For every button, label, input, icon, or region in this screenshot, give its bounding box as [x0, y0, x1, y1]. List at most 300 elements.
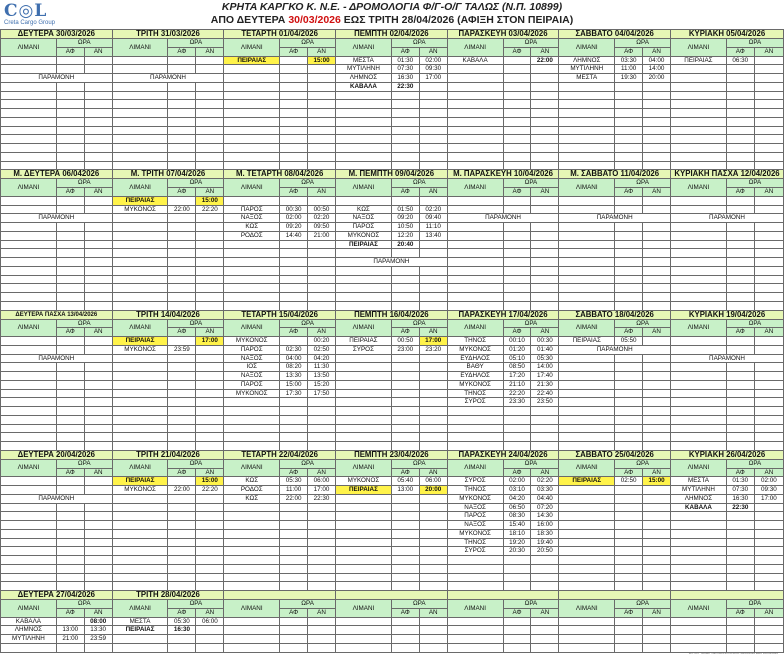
empty-cell	[419, 617, 447, 626]
empty-cell	[754, 573, 783, 582]
empty-cell	[1, 258, 57, 267]
departure-time	[503, 56, 531, 65]
empty-cell	[1, 109, 57, 118]
departure-time: 23:30	[503, 398, 531, 407]
empty-cell	[754, 564, 783, 573]
port-cell: ΠΕΙΡΑΙΑΣ	[336, 337, 392, 346]
arrival-time: 09:50	[308, 223, 336, 232]
empty-cell	[671, 345, 727, 354]
empty-cell	[419, 573, 447, 582]
empty-cell	[112, 126, 168, 135]
empty-cell	[726, 521, 754, 530]
empty-cell	[503, 74, 531, 83]
empty-cell	[84, 529, 112, 538]
empty-cell	[726, 161, 754, 170]
column-header-row	[1, 600, 784, 609]
arrival-header: ΑΝ	[754, 188, 783, 197]
empty-cell	[84, 91, 112, 100]
stay-label: ΠΑΡΑΜΟΝΗ	[559, 214, 671, 223]
schedule-row	[1, 354, 784, 363]
empty-cell	[754, 442, 783, 451]
empty-cell	[726, 626, 754, 635]
empty-cell	[726, 372, 754, 381]
empty-cell	[56, 275, 84, 284]
port-header: ΛΙΜΑΝΙ	[671, 319, 727, 337]
empty-cell	[615, 635, 643, 644]
empty-cell	[308, 100, 336, 109]
empty-cell	[336, 100, 392, 109]
time-header: ΩΡΑ	[726, 179, 783, 188]
empty-cell	[559, 556, 615, 565]
empty-cell	[447, 126, 503, 135]
empty-cell	[308, 91, 336, 100]
arrival-time: 04:40	[531, 494, 559, 503]
empty-cell	[726, 433, 754, 442]
time-header: ΩΡΑ	[168, 39, 224, 48]
arrival-time: 09:30	[754, 486, 783, 495]
departure-time: 15:40	[503, 521, 531, 530]
empty-cell	[224, 582, 280, 591]
port-cell: ΡΟΔΟΣ	[224, 231, 280, 240]
port-header: ΛΙΜΑΝΙ	[559, 179, 615, 197]
empty-cell	[1, 337, 57, 346]
port-header: ΛΙΜΑΝΙ	[112, 459, 168, 477]
empty-cell	[754, 617, 783, 626]
empty-cell	[280, 301, 308, 310]
empty-cell	[196, 293, 224, 302]
empty-cell	[419, 117, 447, 126]
empty-cell	[447, 617, 503, 626]
empty-cell	[168, 529, 196, 538]
empty-cell	[280, 293, 308, 302]
day-header: ΠΕΜΠΤΗ 02/04/2026	[336, 30, 448, 39]
departure-time	[56, 617, 84, 626]
empty-cell	[336, 109, 392, 118]
departure-header: ΑΦ	[168, 47, 196, 56]
arrival-header: ΑΝ	[754, 468, 783, 477]
port-header: ΛΙΜΑΝΙ	[112, 319, 168, 337]
empty-cell	[503, 266, 531, 275]
empty-cell	[447, 635, 503, 644]
empty-cell	[1, 135, 57, 144]
arrival-time: 15:00	[196, 196, 224, 205]
empty-cell	[754, 109, 783, 118]
empty-cell	[168, 372, 196, 381]
empty-cell	[391, 389, 419, 398]
departure-header: ΑΦ	[503, 328, 531, 337]
empty-cell	[559, 258, 615, 267]
empty-cell	[224, 152, 280, 161]
empty-cell	[419, 354, 447, 363]
empty-cell	[336, 521, 392, 530]
empty-cell	[559, 433, 615, 442]
arrival-header: ΑΝ	[308, 468, 336, 477]
empty-cell	[196, 223, 224, 232]
empty-cell	[531, 74, 559, 83]
day-header: ΚΥΡΙΑΚΗ 05/04/2026	[671, 30, 784, 39]
port-cell: ΝΑΞΟΣ	[224, 372, 280, 381]
empty-cell	[754, 529, 783, 538]
empty-cell	[224, 643, 280, 652]
empty-cell	[84, 582, 112, 591]
empty-cell	[112, 293, 168, 302]
empty-cell	[168, 415, 196, 424]
empty-cell	[671, 433, 727, 442]
empty-cell	[308, 152, 336, 161]
week-header-row	[1, 170, 784, 179]
port-cell: ΜΥΚΟΝΟΣ	[112, 486, 168, 495]
empty-cell	[168, 301, 196, 310]
port-cell: ΝΑΞΟΣ	[447, 503, 503, 512]
time-header: ΩΡΑ	[503, 600, 559, 609]
port-cell: ΠΕΙΡΑΙΑΣ	[671, 56, 727, 65]
arrival-header: ΑΝ	[84, 188, 112, 197]
day-header: Μ. ΣΑΒΒΑΤΟ 11/04/2026	[559, 170, 671, 179]
empty-cell	[56, 337, 84, 346]
empty-cell	[112, 424, 168, 433]
empty-cell	[615, 573, 643, 582]
empty-cell	[419, 91, 447, 100]
departure-header: ΑΦ	[280, 468, 308, 477]
empty-cell	[224, 521, 280, 530]
empty-cell	[503, 161, 531, 170]
stay-label: ΠΑΡΑΜΟΝΗ	[112, 74, 224, 83]
departure-header: ΑΦ	[56, 468, 84, 477]
empty-cell	[224, 529, 280, 538]
time-header: ΩΡΑ	[391, 319, 447, 328]
time-header: ΩΡΑ	[168, 319, 224, 328]
schedule-row	[1, 363, 784, 372]
schedule-row	[1, 284, 784, 293]
empty-cell	[1, 82, 57, 91]
empty-cell	[531, 231, 559, 240]
empty-cell	[112, 56, 168, 65]
time-header: ΩΡΑ	[615, 39, 671, 48]
empty-cell	[196, 389, 224, 398]
empty-cell	[754, 582, 783, 591]
schedule-row	[1, 74, 784, 83]
empty-cell	[84, 301, 112, 310]
empty-cell	[280, 626, 308, 635]
empty-cell	[671, 196, 727, 205]
empty-cell	[559, 231, 615, 240]
empty-cell	[419, 626, 447, 635]
empty-cell	[726, 284, 754, 293]
empty-cell	[643, 582, 671, 591]
empty-cell	[671, 258, 727, 267]
empty-cell	[615, 91, 643, 100]
stay-label: ΠΑΡΑΜΟΝΗ	[447, 214, 559, 223]
time-header: ΩΡΑ	[280, 600, 336, 609]
empty-cell	[56, 284, 84, 293]
arrival-time: 21:00	[308, 231, 336, 240]
empty-cell	[168, 363, 196, 372]
arrival-time: 20:00	[419, 486, 447, 495]
empty-cell	[391, 643, 419, 652]
empty-cell	[84, 266, 112, 275]
arrival-time: 17:50	[308, 389, 336, 398]
empty-cell	[643, 573, 671, 582]
departure-time: 05:50	[615, 337, 643, 346]
departure-time: 07:30	[391, 65, 419, 74]
empty-cell	[754, 152, 783, 161]
empty-cell	[280, 442, 308, 451]
departure-time: 17:20	[503, 372, 531, 381]
arrival-time: 06:00	[196, 617, 224, 626]
schedule-row	[1, 223, 784, 232]
empty-cell	[754, 135, 783, 144]
empty-cell	[447, 573, 503, 582]
empty-cell	[503, 152, 531, 161]
stay-label: ΠΑΡΑΜΟΝΗ	[671, 354, 784, 363]
empty-cell	[531, 152, 559, 161]
empty-cell	[754, 521, 783, 530]
port-header: ΛΙΜΑΝΙ	[1, 459, 57, 477]
empty-cell	[503, 231, 531, 240]
empty-cell	[643, 196, 671, 205]
empty-cell	[84, 293, 112, 302]
empty-cell	[336, 389, 392, 398]
empty-cell	[224, 91, 280, 100]
empty-cell	[447, 249, 503, 258]
empty-cell	[419, 635, 447, 644]
port-header: ΛΙΜΑΝΙ	[1, 319, 57, 337]
schedule-row	[1, 582, 784, 591]
empty-cell	[671, 144, 727, 153]
empty-cell	[112, 135, 168, 144]
departure-header: ΑΦ	[615, 328, 643, 337]
departure-time: 13:30	[280, 372, 308, 381]
empty-cell	[1, 433, 57, 442]
departure-time: 05:30	[168, 617, 196, 626]
empty-cell	[196, 433, 224, 442]
departure-header: ΑΦ	[615, 47, 643, 56]
empty-cell	[726, 100, 754, 109]
empty-cell	[671, 275, 727, 284]
empty-cell	[336, 494, 392, 503]
arrival-time: 20:50	[531, 547, 559, 556]
empty-cell	[84, 284, 112, 293]
empty-cell	[84, 205, 112, 214]
empty-cell	[531, 617, 559, 626]
port-cell: ΜΕΣΤΑ	[559, 74, 615, 83]
empty-cell	[84, 643, 112, 652]
empty-cell	[336, 424, 392, 433]
empty-cell	[391, 266, 419, 275]
arrival-time: 11:10	[419, 223, 447, 232]
port-cell: ΛΗΜΝΟΣ	[671, 494, 727, 503]
port-header: ΛΙΜΑΝΙ	[336, 179, 392, 197]
departure-header: ΑΦ	[503, 608, 531, 617]
day-header: ΤΡΙΤΗ 28/04/2026	[112, 591, 224, 600]
empty-cell	[112, 223, 168, 232]
empty-cell	[84, 56, 112, 65]
empty-cell	[224, 398, 280, 407]
port-cell: ΒΑΘΥ	[447, 363, 503, 372]
empty-cell	[391, 538, 419, 547]
empty-cell	[84, 503, 112, 512]
empty-cell	[615, 126, 643, 135]
arrival-time: 19:40	[531, 538, 559, 547]
arrival-time: 20:00	[643, 74, 671, 83]
port-header: ΛΙΜΑΝΙ	[224, 459, 280, 477]
subtitle-start-date: 30/03/2026	[288, 14, 341, 26]
port-cell: ΡΟΔΟΣ	[224, 486, 280, 495]
empty-cell	[531, 582, 559, 591]
empty-cell	[559, 196, 615, 205]
departure-time: 02:50	[615, 477, 643, 486]
empty-cell	[503, 65, 531, 74]
empty-cell	[280, 407, 308, 416]
empty-cell	[754, 424, 783, 433]
empty-cell	[754, 547, 783, 556]
day-header: ΠΕΜΠΤΗ 23/04/2026	[336, 450, 448, 459]
empty-cell	[726, 301, 754, 310]
empty-cell	[754, 512, 783, 521]
empty-cell	[726, 635, 754, 644]
empty-cell	[112, 266, 168, 275]
empty-cell	[726, 564, 754, 573]
departure-time: 08:50	[503, 363, 531, 372]
empty-cell	[196, 538, 224, 547]
empty-cell	[503, 205, 531, 214]
empty-cell	[56, 363, 84, 372]
empty-cell	[196, 109, 224, 118]
schedule-row	[1, 205, 784, 214]
empty-cell	[531, 223, 559, 232]
empty-cell	[168, 354, 196, 363]
empty-cell	[503, 301, 531, 310]
empty-cell	[56, 477, 84, 486]
port-cell: ΚΑΒΑΛΑ	[671, 503, 727, 512]
arrival-time	[308, 196, 336, 205]
empty-cell	[168, 433, 196, 442]
empty-cell	[391, 117, 419, 126]
empty-cell	[419, 503, 447, 512]
empty-cell	[754, 337, 783, 346]
empty-cell	[308, 433, 336, 442]
empty-cell	[1, 547, 57, 556]
empty-cell	[671, 161, 727, 170]
departure-time: 16:30	[391, 74, 419, 83]
empty-cell	[280, 266, 308, 275]
empty-cell	[56, 301, 84, 310]
empty-cell	[754, 100, 783, 109]
empty-cell	[224, 301, 280, 310]
schedule-row	[1, 152, 784, 161]
port-cell: ΤΗΝΟΣ	[447, 389, 503, 398]
empty-cell	[1, 564, 57, 573]
port-cell: ΜΥΤΙΛΗΝΗ	[559, 65, 615, 74]
arrival-time: 22:00	[531, 56, 559, 65]
empty-cell	[112, 214, 168, 223]
empty-cell	[112, 556, 168, 565]
empty-cell	[419, 380, 447, 389]
column-header-row	[1, 319, 784, 328]
empty-cell	[56, 380, 84, 389]
arrival-header: ΑΝ	[754, 47, 783, 56]
empty-cell	[391, 284, 419, 293]
empty-cell	[336, 538, 392, 547]
day-header: ΔΕΥΤΕΡΑ 27/04/2026	[1, 591, 113, 600]
empty-cell	[84, 345, 112, 354]
empty-cell	[447, 196, 503, 205]
empty-cell	[84, 109, 112, 118]
empty-cell	[559, 424, 615, 433]
empty-cell	[84, 538, 112, 547]
schedule-row	[1, 512, 784, 521]
empty-cell	[754, 626, 783, 635]
empty-cell	[726, 231, 754, 240]
port-cell: ΜΥΚΟΝΟΣ	[447, 494, 503, 503]
empty-cell	[168, 100, 196, 109]
port-cell: ΚΩΣ	[336, 205, 392, 214]
empty-cell	[671, 152, 727, 161]
empty-cell	[308, 82, 336, 91]
arrival-time: 04:00	[643, 56, 671, 65]
arrival-time: 15:20	[308, 380, 336, 389]
empty-cell	[726, 398, 754, 407]
empty-cell	[671, 363, 727, 372]
arrival-time: 22:40	[531, 389, 559, 398]
port-cell: ΣΥΡΟΣ	[447, 477, 503, 486]
day-header: ΣΑΒΒΑΤΟ 25/04/2026	[559, 450, 671, 459]
schedule-row	[1, 161, 784, 170]
departure-time: 19:20	[503, 538, 531, 547]
time-header: ΩΡΑ	[503, 319, 559, 328]
empty-cell	[168, 442, 196, 451]
empty-cell	[84, 65, 112, 74]
arrival-time: 13:30	[84, 626, 112, 635]
empty-cell	[391, 398, 419, 407]
arrival-header: ΑΝ	[196, 608, 224, 617]
empty-cell	[112, 564, 168, 573]
time-header: ΩΡΑ	[391, 39, 447, 48]
day-header: ΔΕΥΤΕΡΑ ΠΑΣΧΑ 13/04/2026	[1, 310, 113, 319]
empty-cell	[56, 266, 84, 275]
empty-cell	[56, 240, 84, 249]
departure-header: ΑΦ	[503, 188, 531, 197]
departure-time: 09:20	[391, 214, 419, 223]
empty-cell	[112, 372, 168, 381]
empty-cell	[224, 556, 280, 565]
empty-cell	[280, 538, 308, 547]
departure-time: 20:40	[391, 240, 419, 249]
empty-cell	[280, 635, 308, 644]
empty-cell	[419, 372, 447, 381]
departure-time: 05:30	[280, 477, 308, 486]
empty-cell	[726, 249, 754, 258]
empty-cell	[56, 556, 84, 565]
empty-cell	[671, 573, 727, 582]
empty-cell	[447, 231, 503, 240]
empty-cell	[196, 573, 224, 582]
arrival-time	[419, 240, 447, 249]
arrival-header: ΑΝ	[531, 468, 559, 477]
empty-cell	[84, 144, 112, 153]
empty-cell	[447, 643, 503, 652]
empty-cell	[671, 407, 727, 416]
empty-cell	[308, 442, 336, 451]
empty-cell	[615, 135, 643, 144]
arrival-time: 02:00	[754, 477, 783, 486]
empty-cell	[168, 494, 196, 503]
empty-cell	[391, 433, 419, 442]
time-header: ΩΡΑ	[280, 319, 336, 328]
empty-cell	[419, 521, 447, 530]
empty-cell	[196, 415, 224, 424]
empty-cell	[336, 415, 392, 424]
